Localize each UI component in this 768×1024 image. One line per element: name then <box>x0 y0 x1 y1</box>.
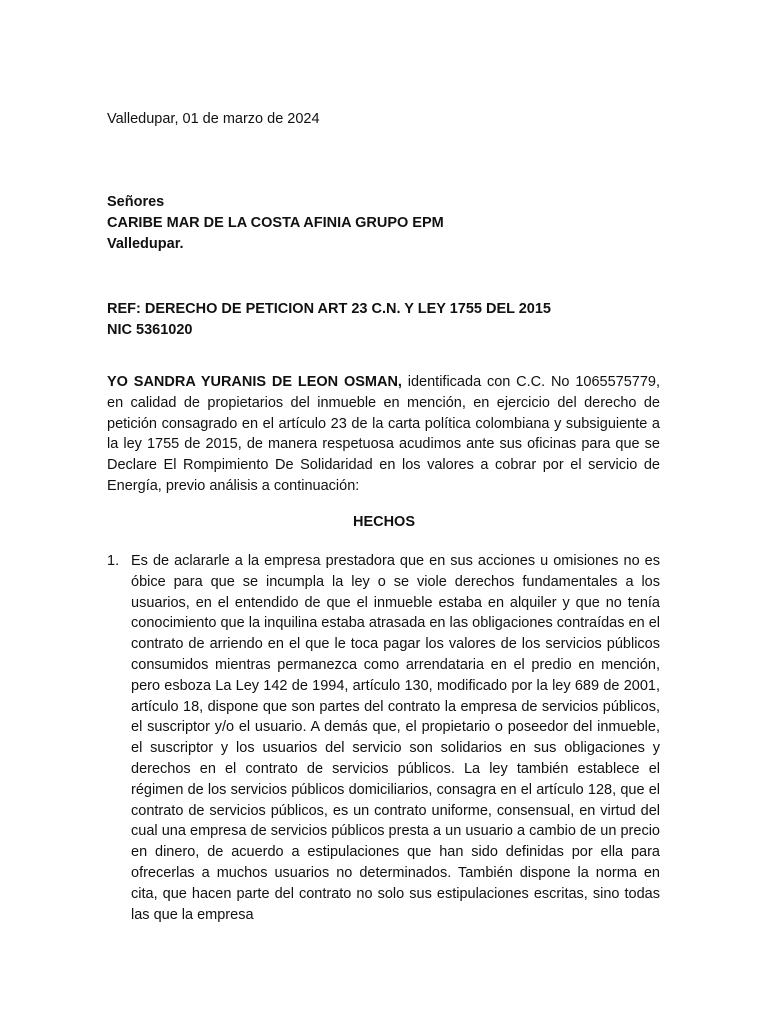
recipient-block <box>107 192 444 254</box>
date-line: Valledupar, 01 de marzo de 2024 <box>107 111 320 127</box>
fact-paragraph: Es de aclararle a la empresa prestadora que en sus acciones u omisiones no es óbice para que se incumpla la ley o se viole derechos fundamentales a los usuarios, en el entendido de que el inmueble estaba en alquiler y que no tenía conocimiento que la inquilina estaba atrasada en las obligaciones contraídas en el contrato de arriendo en el que le toca pagar los valores de los servicios públicos consumidos mientras permanezca como arrendataria en el predio en mención, pero esboza La Ley 142 de 1994, artículo 130, modificado por la ley 689 de 2001, artículo 18, dispone que son partes del contrato la empresa de servicios públicos, el suscriptor y/o el usuario. A demás que, el propietario o poseedor del inmueble, el suscriptor y los usuarios del servicio son solidarios en sus obligaciones y derechos en el contrato de servicios públicos. La ley también establece el régimen de los servicios públicos domiciliarios, consagra en el artículo 128, que el contrato de servicios públicos, es un contrato uniforme, consensual, en virtud del cual una empresa de servicios públicos presta a un usuario a cambio de un precio en dinero, de acuerdo a estipulaciones que han sido definidas por ella para ofrecerlas a muchos usuarios no determinados. También dispone la norma en cita, que hacen parte del contrato no solo sus estipulaciones escritas, sino todas las que la empresa <box>131 553 660 923</box>
section-heading: HECHOS <box>352 514 416 530</box>
recipient-city: Valledupar. <box>107 235 184 252</box>
reference-line: REF: DERECHO DE PETICION ART 23 C.N. Y LEY 1755 DEL 2015 <box>107 301 551 317</box>
nic-line: NIC 5361020 <box>107 321 193 338</box>
salutation: Señores <box>107 194 165 210</box>
reference-block <box>107 299 551 341</box>
intro-paragraph <box>107 372 660 497</box>
fact-number: 1. <box>107 553 120 569</box>
recipient-company: CARIBE MAR DE LA COSTA AFINIA GRUPO EPM <box>107 214 444 231</box>
petitioner-name: YO SANDRA YURANIS DE LEON OSMAN, <box>107 374 402 390</box>
intro-text: identificada con C.C. No 1065575779, en calidad de propietarios del inmueble en mención, en ejercicio del derecho de petición consagrado en el artículo 23 de la carta política colombiana y subsiguiente a la ley 1755 de 2015, de manera respetuosa acudimos ante sus oficinas para que se Declare El Rompimiento De Solidaridad en los valores a cobrar por el servicio de Energía, previo análisis a continuación: <box>107 374 660 494</box>
